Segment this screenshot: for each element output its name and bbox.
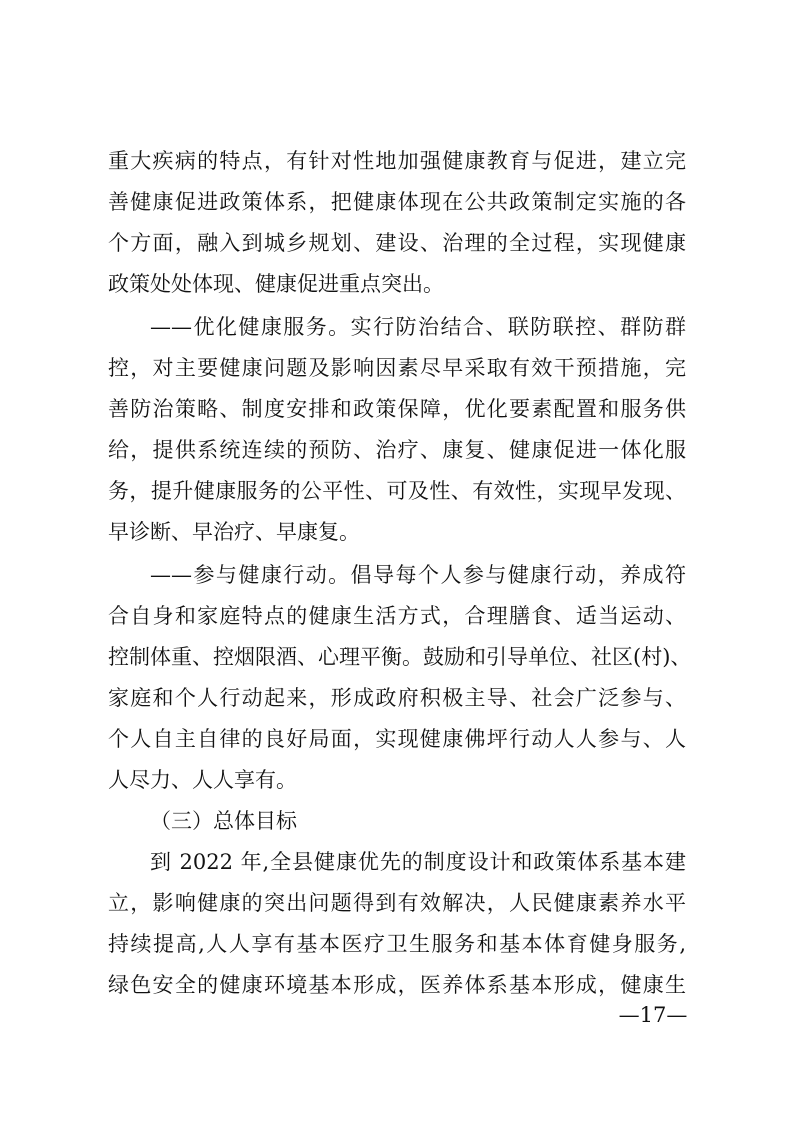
text-line: 善防治策略、制度安排和政策保障，优化要素配置和服务供 [108,397,686,421]
text-line: 政策处处体现、健康促进重点突出。 [108,272,444,296]
text-line: 个方面，融入到城乡规划、建设、治理的全过程，实现健康 [108,231,686,255]
text-line: 合自身和家庭特点的健康生活方式，合理膳食、适当运动、 [108,604,686,628]
text-line: 立，影响健康的突出问题得到有效解决，人民健康素养水平 [108,891,686,915]
text-line: 控制体重、控烟限酒、心理平衡。鼓励和引导单位、社区(村)、 [108,645,692,669]
text-line: 家庭和个人行动起来，形成政府积极主导、社会广泛参与、 [108,686,686,710]
section-heading: （三）总体目标 [150,809,297,833]
text-line: 控，对主要健康问题及影响因素尽早采取有效干预措施，完 [108,356,686,380]
text-line: 务，提升健康服务的公平性、可及性、有效性，实现早发现、 [108,479,686,503]
text-line: 持续提高,人人享有基本医疗卫生服务和基本体育健身服务, [108,932,686,956]
page-number: —17— [618,1003,688,1027]
text-line: ——优化健康服务。实行防治结合、联防联控、群防群 [150,315,686,339]
text-line: 到 2022 年,全县健康优先的制度设计和政策体系基本建 [150,850,686,874]
text-line: 人尽力、人人享有。 [108,768,297,792]
text-line: ——参与健康行动。倡导每个人参与健康行动，养成符 [150,563,686,587]
text-line: 善健康促进政策体系，把健康体现在公共政策制定实施的各 [108,190,686,214]
text-line: 早诊断、早治疗、早康复。 [108,520,360,544]
text-line: 重大疾病的特点，有针对性地加强健康教育与促进，建立完 [108,149,686,173]
text-line: 绿色安全的健康环境基本形成，医养体系基本形成，健康生 [108,973,686,997]
text-line: 个人自主自律的良好局面，实现健康佛坪行动人人参与、人 [108,727,686,751]
text-line: 给，提供系统连续的预防、治疗、康复、健康促进一体化服 [108,438,686,462]
